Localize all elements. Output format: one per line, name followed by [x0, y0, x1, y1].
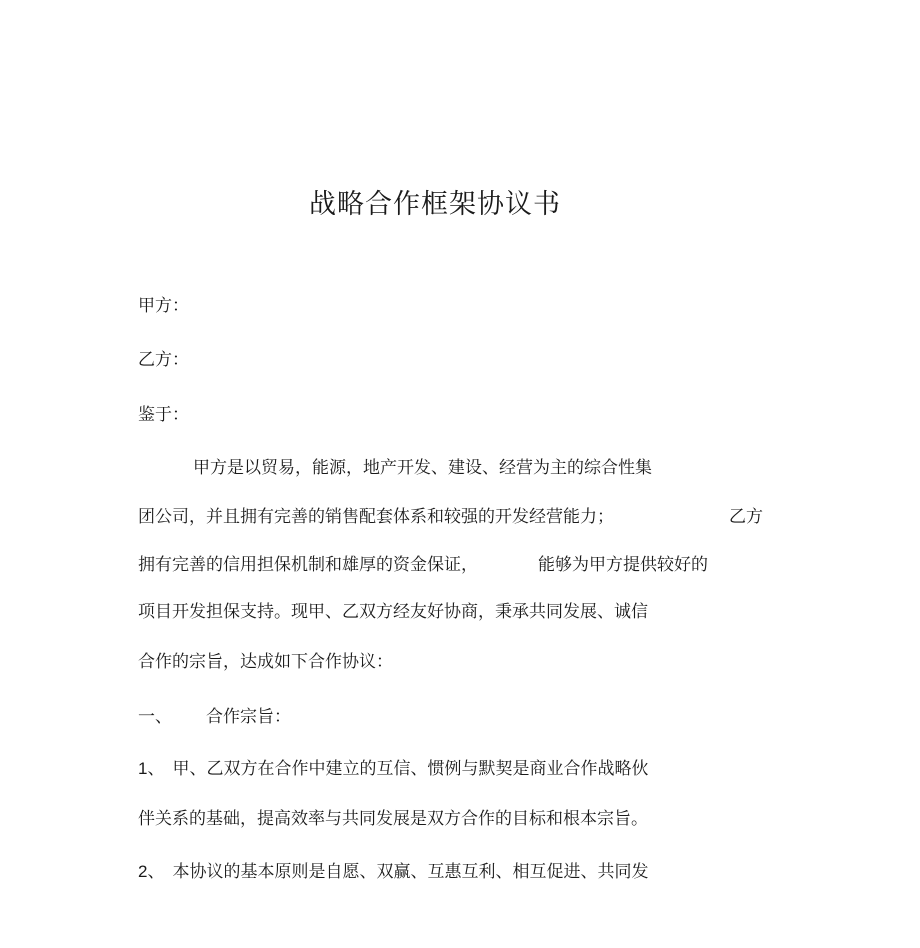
intro-line-2 [138, 505, 763, 529]
clause-1-line-1 [138, 757, 648, 781]
document-title: 战略合作框架协议书 [309, 189, 561, 220]
party-b-label: 乙方： [138, 350, 189, 370]
clause-2-number: 2、 [138, 862, 165, 881]
clause-1-text-1: 甲、乙双方在合作中建立的互信、惯例与默契是商业合作战略伙 [172, 759, 649, 779]
section-1-number: 一、 [138, 707, 172, 727]
intro-line-1: 甲方是以贸易，能源，地产开发、建设、经营为主的综合性集 [193, 458, 652, 478]
whereas-label: 鉴于： [138, 405, 189, 425]
intro-line-4: 项目开发担保支持。现甲、乙双方经友好协商，秉承共同发展、诚信 [138, 602, 648, 622]
intro-line-3-part-a: 拥有完善的信用担保机制和雄厚的资金保证， [138, 555, 478, 575]
party-a-label: 甲方： [138, 296, 189, 316]
intro-line-2-part-a: 团公司，并且拥有完善的销售配套体系和较强的开发经营能力； [138, 507, 614, 527]
clause-1-line-2: 伴关系的基础，提高效率与共同发展是双方合作的目标和根本宗旨。 [138, 809, 648, 829]
clause-2-line-1 [138, 860, 648, 884]
section-1-title: 合作宗旨： [206, 707, 291, 727]
section-1-heading [138, 705, 291, 729]
intro-line-3-part-b: 能够为甲方提供较好的 [538, 555, 708, 575]
intro-line-5: 合作的宗旨，达成如下合作协议： [138, 652, 393, 672]
intro-line-2-part-b: 乙方 [729, 507, 763, 527]
clause-2-text-1: 本协议的基本原则是自愿、双赢、互惠互利、相互促进、共同发 [172, 862, 649, 882]
clause-1-number: 1、 [138, 759, 165, 778]
intro-line-3 [138, 553, 708, 577]
